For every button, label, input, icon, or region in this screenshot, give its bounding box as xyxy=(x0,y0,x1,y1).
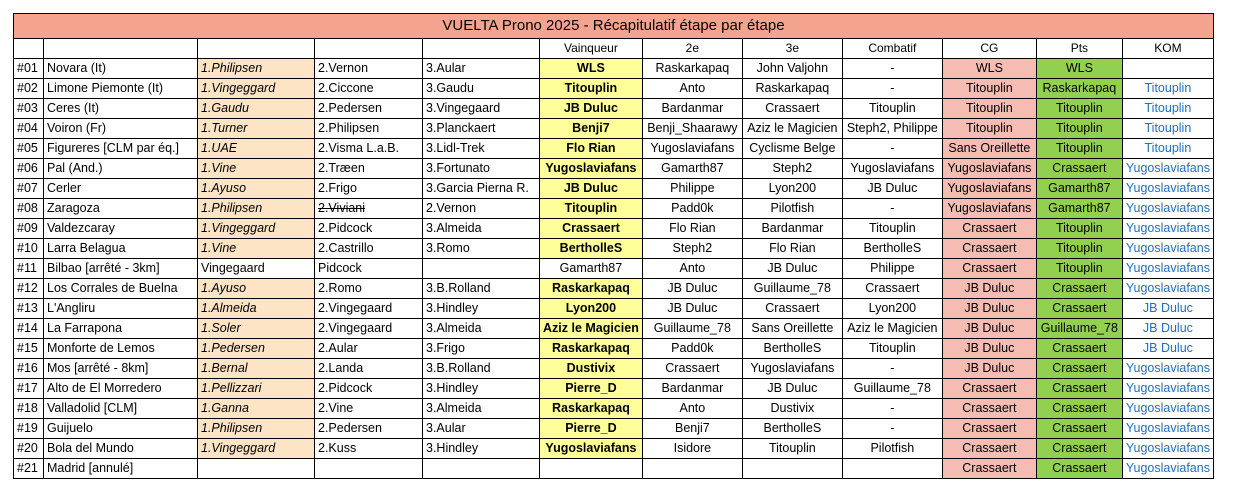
second-pick-cell[interactable]: Benji7 xyxy=(642,419,742,439)
cg-cell[interactable]: Yugoslaviafans xyxy=(942,159,1036,179)
winner-cell[interactable]: Raskarkapaq xyxy=(540,399,643,419)
third-place-cell[interactable]: 3.B.Rolland xyxy=(423,359,540,379)
winner-cell[interactable]: Aziz le Magicien xyxy=(540,319,643,339)
cg-cell[interactable]: WLS xyxy=(942,59,1036,79)
second-place-cell[interactable]: 2.Philipsen xyxy=(315,119,423,139)
third-place-cell[interactable]: 3.Almeida xyxy=(423,399,540,419)
stage-number-cell[interactable]: #05 xyxy=(14,139,44,159)
second-place-cell[interactable]: 2.Pedersen xyxy=(315,99,423,119)
stage-name-cell[interactable]: Bilbao [arrêté - 3km] xyxy=(44,259,198,279)
winner-cell[interactable]: Pierre_D xyxy=(540,419,643,439)
kom-cell[interactable]: Titouplin xyxy=(1122,79,1213,99)
cg-cell[interactable]: Sans Oreillette xyxy=(942,139,1036,159)
winner-cell[interactable]: Raskarkapaq xyxy=(540,279,643,299)
stage-name-cell[interactable]: Pal (And.) xyxy=(44,159,198,179)
header-2e[interactable]: 2e xyxy=(642,39,742,59)
stage-number-cell[interactable]: #11 xyxy=(14,259,44,279)
stage-number-cell[interactable]: #16 xyxy=(14,359,44,379)
kom-cell[interactable]: Yugoslaviafans xyxy=(1122,259,1213,279)
stage-number-cell[interactable]: #02 xyxy=(14,79,44,99)
kom-cell[interactable]: Yugoslaviafans xyxy=(1122,199,1213,219)
pts-cell[interactable]: Titouplin xyxy=(1036,99,1122,119)
combatif-cell[interactable]: Guillaume_78 xyxy=(842,379,942,399)
first-place-cell[interactable]: 1.Philipsen xyxy=(198,199,315,219)
first-place-cell[interactable]: Vingegaard xyxy=(198,259,315,279)
stage-name-cell[interactable]: Monforte de Lemos xyxy=(44,339,198,359)
third-place-cell[interactable]: 2.Vernon xyxy=(423,199,540,219)
first-place-cell[interactable] xyxy=(198,459,315,479)
combatif-cell[interactable]: Yugoslaviafans xyxy=(842,159,942,179)
second-place-cell[interactable]: 2.Viviani xyxy=(315,199,423,219)
second-pick-cell[interactable]: Steph2 xyxy=(642,239,742,259)
second-pick-cell[interactable]: Bardanmar xyxy=(642,99,742,119)
kom-cell[interactable]: Yugoslaviafans xyxy=(1122,399,1213,419)
cg-cell[interactable]: Crassaert xyxy=(942,379,1036,399)
stage-number-cell[interactable]: #20 xyxy=(14,439,44,459)
second-pick-cell[interactable]: JB Duluc xyxy=(642,279,742,299)
pts-cell[interactable]: Crassaert xyxy=(1036,299,1122,319)
stage-number-cell[interactable]: #13 xyxy=(14,299,44,319)
stage-name-cell[interactable]: Madrid [annulé] xyxy=(44,459,198,479)
winner-cell[interactable]: Titouplin xyxy=(540,79,643,99)
pts-cell[interactable]: Crassaert xyxy=(1036,399,1122,419)
cg-cell[interactable]: Yugoslaviafans xyxy=(942,179,1036,199)
stage-name-cell[interactable]: Figureres [CLM par éq.] xyxy=(44,139,198,159)
second-pick-cell[interactable]: Crassaert xyxy=(642,359,742,379)
kom-cell[interactable]: Yugoslaviafans xyxy=(1122,359,1213,379)
combatif-cell[interactable]: - xyxy=(842,139,942,159)
winner-cell[interactable]: Flo Rian xyxy=(540,139,643,159)
table-row xyxy=(14,299,1214,319)
second-pick-cell[interactable]: Gamarth87 xyxy=(642,159,742,179)
third-pick-cell[interactable]: Guillaume_78 xyxy=(742,279,842,299)
third-pick-cell[interactable]: Bardanmar xyxy=(742,219,842,239)
stage-number-cell[interactable]: #01 xyxy=(14,59,44,79)
header-cell[interactable] xyxy=(423,39,540,59)
header-cell[interactable] xyxy=(315,39,423,59)
table-row xyxy=(14,119,1214,139)
kom-cell[interactable]: Yugoslaviafans xyxy=(1122,159,1213,179)
table-row xyxy=(14,239,1214,259)
table-row xyxy=(14,259,1214,279)
combatif-cell[interactable]: Philippe xyxy=(842,259,942,279)
kom-cell[interactable]: Yugoslaviafans xyxy=(1122,379,1213,399)
stage-name-cell[interactable]: Bola del Mundo xyxy=(44,439,198,459)
pts-cell[interactable]: Titouplin xyxy=(1036,219,1122,239)
cg-cell[interactable]: JB Duluc xyxy=(942,299,1036,319)
stage-number-cell[interactable]: #03 xyxy=(14,99,44,119)
table-row xyxy=(14,79,1214,99)
table-row xyxy=(14,459,1214,479)
third-place-cell[interactable]: 3.Vingegaard xyxy=(423,99,540,119)
stage-number-cell[interactable]: #17 xyxy=(14,379,44,399)
kom-cell[interactable]: Titouplin xyxy=(1122,99,1213,119)
second-pick-cell[interactable]: Anto xyxy=(642,79,742,99)
second-place-cell[interactable]: 2.Vernon xyxy=(315,59,423,79)
pts-cell[interactable]: Crassaert xyxy=(1036,359,1122,379)
kom-cell[interactable]: JB Duluc xyxy=(1122,319,1213,339)
stage-summary-table xyxy=(13,13,1214,479)
third-place-cell[interactable]: 3.Hindley xyxy=(423,439,540,459)
table-row xyxy=(14,319,1214,339)
cg-cell[interactable]: Titouplin xyxy=(942,119,1036,139)
second-pick-cell[interactable]: Raskarkapaq xyxy=(642,59,742,79)
cg-cell[interactable]: JB Duluc xyxy=(942,319,1036,339)
combatif-cell[interactable]: - xyxy=(842,59,942,79)
cg-cell[interactable]: Crassaert xyxy=(942,399,1036,419)
second-pick-cell[interactable]: Padd0k xyxy=(642,339,742,359)
third-place-cell[interactable]: 3.Aular xyxy=(423,419,540,439)
pts-cell[interactable]: Titouplin xyxy=(1036,259,1122,279)
winner-cell[interactable]: Pierre_D xyxy=(540,379,643,399)
second-pick-cell[interactable]: Philippe xyxy=(642,179,742,199)
third-pick-cell[interactable] xyxy=(742,459,842,479)
pts-cell[interactable]: Crassaert xyxy=(1036,419,1122,439)
header-cell[interactable] xyxy=(44,39,198,59)
second-pick-cell[interactable]: Anto xyxy=(642,399,742,419)
first-place-cell[interactable]: 1.Pedersen xyxy=(198,339,315,359)
second-pick-cell[interactable]: Anto xyxy=(642,259,742,279)
kom-cell[interactable]: Yugoslaviafans xyxy=(1122,439,1213,459)
stage-number-cell[interactable]: #09 xyxy=(14,219,44,239)
winner-cell[interactable]: Gamarth87 xyxy=(540,259,643,279)
stage-number-cell[interactable]: #19 xyxy=(14,419,44,439)
table-row xyxy=(14,59,1214,79)
stage-name-cell[interactable]: L'Angliru xyxy=(44,299,198,319)
combatif-cell[interactable]: Titouplin xyxy=(842,219,942,239)
third-pick-cell[interactable]: Crassaert xyxy=(742,299,842,319)
stage-name-cell[interactable]: Voiron (Fr) xyxy=(44,119,198,139)
stage-name-cell[interactable]: Novara (It) xyxy=(44,59,198,79)
stage-number-cell[interactable]: #06 xyxy=(14,159,44,179)
stage-name-cell[interactable]: Valdezcaray xyxy=(44,219,198,239)
cg-cell[interactable]: JB Duluc xyxy=(942,359,1036,379)
stage-name-cell[interactable]: Cerler xyxy=(44,179,198,199)
table-row xyxy=(14,279,1214,299)
second-place-cell[interactable]: 2.Pedersen xyxy=(315,419,423,439)
second-place-cell[interactable]: 2.Romo xyxy=(315,279,423,299)
stage-name-cell[interactable]: Guijuelo xyxy=(44,419,198,439)
second-place-cell[interactable]: 2.Pidcock xyxy=(315,379,423,399)
table-row xyxy=(14,99,1214,119)
pts-cell[interactable]: Crassaert xyxy=(1036,379,1122,399)
cg-cell[interactable]: JB Duluc xyxy=(942,279,1036,299)
kom-cell[interactable]: JB Duluc xyxy=(1122,299,1213,319)
second-pick-cell[interactable]: JB Duluc xyxy=(642,299,742,319)
cg-cell[interactable]: Crassaert xyxy=(942,219,1036,239)
third-pick-cell[interactable]: Flo Rian xyxy=(742,239,842,259)
first-place-cell[interactable]: 1.Vine xyxy=(198,159,315,179)
combatif-cell[interactable]: Crassaert xyxy=(842,279,942,299)
second-place-cell[interactable]: 2.Vingegaard xyxy=(315,299,423,319)
kom-cell[interactable]: Yugoslaviafans xyxy=(1122,179,1213,199)
first-place-cell[interactable]: 1.Ganna xyxy=(198,399,315,419)
header-combatif[interactable]: Combatif xyxy=(842,39,942,59)
stage-name-cell[interactable]: Zaragoza xyxy=(44,199,198,219)
winner-cell[interactable]: Lyon200 xyxy=(540,299,643,319)
title-row xyxy=(14,14,1214,39)
third-place-cell[interactable]: 3.Garcia Pierna R. xyxy=(423,179,540,199)
third-pick-cell[interactable]: Raskarkapaq xyxy=(742,79,842,99)
stage-number-cell[interactable]: #08 xyxy=(14,199,44,219)
table-row xyxy=(14,359,1214,379)
pts-cell[interactable]: Titouplin xyxy=(1036,239,1122,259)
combatif-cell[interactable]: Aziz le Magicien xyxy=(842,319,942,339)
third-pick-cell[interactable]: BertholleS xyxy=(742,419,842,439)
first-place-cell[interactable]: 1.Soler xyxy=(198,319,315,339)
kom-cell[interactable]: Yugoslaviafans xyxy=(1122,239,1213,259)
stage-number-cell[interactable]: #15 xyxy=(14,339,44,359)
winner-cell[interactable]: Raskarkapaq xyxy=(540,339,643,359)
kom-cell[interactable]: Yugoslaviafans xyxy=(1122,279,1213,299)
stage-name-cell[interactable]: La Farrapona xyxy=(44,319,198,339)
stage-number-cell[interactable]: #10 xyxy=(14,239,44,259)
pts-cell[interactable]: Titouplin xyxy=(1036,139,1122,159)
first-place-cell[interactable]: 1.Almeida xyxy=(198,299,315,319)
header-3e[interactable]: 3e xyxy=(742,39,842,59)
third-pick-cell[interactable]: Steph2 xyxy=(742,159,842,179)
kom-cell[interactable] xyxy=(1122,59,1213,79)
first-place-cell[interactable]: 1.Vingeggard xyxy=(198,219,315,239)
third-pick-cell[interactable]: Titouplin xyxy=(742,439,842,459)
winner-cell[interactable] xyxy=(540,459,643,479)
stage-number-cell[interactable]: #04 xyxy=(14,119,44,139)
table-row xyxy=(14,439,1214,459)
table-row xyxy=(14,159,1214,179)
stage-name-cell[interactable]: Valladolid [CLM] xyxy=(44,399,198,419)
combatif-cell[interactable]: - xyxy=(842,399,942,419)
third-pick-cell[interactable]: Dustivix xyxy=(742,399,842,419)
second-pick-cell[interactable] xyxy=(642,459,742,479)
winner-cell[interactable]: Yugoslaviafans xyxy=(540,159,643,179)
header-pts[interactable]: Pts xyxy=(1036,39,1122,59)
header-cell[interactable] xyxy=(14,39,44,59)
first-place-cell[interactable]: 1.Ayuso xyxy=(198,279,315,299)
second-place-cell[interactable]: 2.Landa xyxy=(315,359,423,379)
third-pick-cell[interactable]: Aziz le Magicien xyxy=(742,119,842,139)
stage-name-cell[interactable]: Alto de El Morredero xyxy=(44,379,198,399)
pts-cell[interactable]: Crassaert xyxy=(1036,339,1122,359)
third-place-cell[interactable]: 3.Planckaert xyxy=(423,119,540,139)
combatif-cell[interactable]: Lyon200 xyxy=(842,299,942,319)
second-place-cell[interactable]: 2.Frigo xyxy=(315,179,423,199)
cg-cell[interactable]: Crassaert xyxy=(942,259,1036,279)
first-place-cell[interactable]: 1.Turner xyxy=(198,119,315,139)
header-cell[interactable] xyxy=(198,39,315,59)
pts-cell[interactable]: Crassaert xyxy=(1036,159,1122,179)
third-place-cell[interactable]: 3.Fortunato xyxy=(423,159,540,179)
cg-cell[interactable]: Crassaert xyxy=(942,459,1036,479)
stage-number-cell[interactable]: #18 xyxy=(14,399,44,419)
third-place-cell[interactable]: 3.Gaudu xyxy=(423,79,540,99)
header-row xyxy=(14,39,1214,59)
first-place-cell[interactable]: 1.Vingeggard xyxy=(198,79,315,99)
kom-cell[interactable]: Yugoslaviafans xyxy=(1122,459,1213,479)
cg-cell[interactable]: Titouplin xyxy=(942,99,1036,119)
third-place-cell[interactable]: 3.Almeida xyxy=(423,219,540,239)
header-vainqueur[interactable]: Vainqueur xyxy=(540,39,643,59)
pts-cell[interactable]: Raskarkapaq xyxy=(1036,79,1122,99)
second-place-cell[interactable]: 2.Vingegaard xyxy=(315,319,423,339)
second-place-cell[interactable]: 2.Aular xyxy=(315,339,423,359)
third-place-cell[interactable]: 3.Aular xyxy=(423,59,540,79)
pts-cell[interactable]: Guillaume_78 xyxy=(1036,319,1122,339)
second-pick-cell[interactable]: Bardanmar xyxy=(642,379,742,399)
header-cg[interactable]: CG xyxy=(942,39,1036,59)
winner-cell[interactable]: JB Duluc xyxy=(540,179,643,199)
third-pick-cell[interactable]: Pilotfish xyxy=(742,199,842,219)
table-row xyxy=(14,339,1214,359)
second-place-cell[interactable]: 2.Kuss xyxy=(315,439,423,459)
second-place-cell[interactable] xyxy=(315,459,423,479)
winner-cell[interactable]: Crassaert xyxy=(540,219,643,239)
second-pick-cell[interactable]: Benji_Shaarawy xyxy=(642,119,742,139)
cg-cell[interactable]: Crassaert xyxy=(942,239,1036,259)
third-pick-cell[interactable]: Yugoslaviafans xyxy=(742,359,842,379)
combatif-cell[interactable]: Titouplin xyxy=(842,99,942,119)
third-pick-cell[interactable]: Sans Oreillette xyxy=(742,319,842,339)
combatif-cell[interactable]: Titouplin xyxy=(842,339,942,359)
sheet-title[interactable]: VUELTA Prono 2025 - Récapitulatif étape par étape xyxy=(14,14,1214,39)
third-pick-cell[interactable]: JB Duluc xyxy=(742,259,842,279)
second-place-cell[interactable]: 2.Ciccone xyxy=(315,79,423,99)
third-place-cell[interactable]: 3.Hindley xyxy=(423,299,540,319)
table-row xyxy=(14,399,1214,419)
winner-cell[interactable]: JB Duluc xyxy=(540,99,643,119)
second-place-cell[interactable]: 2.Pidcock xyxy=(315,219,423,239)
table-row xyxy=(14,199,1214,219)
third-pick-cell[interactable]: Lyon200 xyxy=(742,179,842,199)
first-place-cell[interactable]: 1.Pellizzari xyxy=(198,379,315,399)
second-pick-cell[interactable]: Flo Rian xyxy=(642,219,742,239)
winner-cell[interactable]: Benji7 xyxy=(540,119,643,139)
first-place-cell[interactable]: 1.Philipsen xyxy=(198,419,315,439)
third-place-cell[interactable]: 3.B.Rolland xyxy=(423,279,540,299)
stage-name-cell[interactable]: Ceres (It) xyxy=(44,99,198,119)
second-place-cell[interactable]: 2.Castrillo xyxy=(315,239,423,259)
combatif-cell[interactable]: Pilotfish xyxy=(842,439,942,459)
kom-cell[interactable]: Titouplin xyxy=(1122,119,1213,139)
combatif-cell[interactable]: - xyxy=(842,79,942,99)
winner-cell[interactable]: Titouplin xyxy=(540,199,643,219)
cg-cell[interactable]: Titouplin xyxy=(942,79,1036,99)
stage-name-cell[interactable]: Limone Piemonte (It) xyxy=(44,79,198,99)
winner-cell[interactable]: BertholleS xyxy=(540,239,643,259)
stage-name-cell[interactable]: Mos [arrêté - 8km] xyxy=(44,359,198,379)
third-pick-cell[interactable]: Cyclisme Belge xyxy=(742,139,842,159)
first-place-cell[interactable]: 1.Ayuso xyxy=(198,179,315,199)
third-pick-cell[interactable]: Crassaert xyxy=(742,99,842,119)
winner-cell[interactable]: WLS xyxy=(540,59,643,79)
pts-cell[interactable]: Crassaert xyxy=(1036,459,1122,479)
second-pick-cell[interactable]: Guillaume_78 xyxy=(642,319,742,339)
pts-cell[interactable]: Crassaert xyxy=(1036,279,1122,299)
table-row xyxy=(14,419,1214,439)
pts-cell[interactable]: Titouplin xyxy=(1036,119,1122,139)
third-pick-cell[interactable]: JB Duluc xyxy=(742,379,842,399)
first-place-cell[interactable]: 1.UAE xyxy=(198,139,315,159)
cg-cell[interactable]: JB Duluc xyxy=(942,339,1036,359)
kom-cell[interactable]: Yugoslaviafans xyxy=(1122,219,1213,239)
cg-cell[interactable]: Yugoslaviafans xyxy=(942,199,1036,219)
stage-number-cell[interactable]: #14 xyxy=(14,319,44,339)
combatif-cell[interactable]: - xyxy=(842,419,942,439)
first-place-cell[interactable]: 1.Vine xyxy=(198,239,315,259)
second-place-cell[interactable]: 2.Vine xyxy=(315,399,423,419)
pts-cell[interactable]: Crassaert xyxy=(1036,439,1122,459)
second-pick-cell[interactable]: Isidore xyxy=(642,439,742,459)
third-place-cell[interactable]: 3.Lidl-Trek xyxy=(423,139,540,159)
first-place-cell[interactable]: 1.Philipsen xyxy=(198,59,315,79)
table-row xyxy=(14,179,1214,199)
combatif-cell[interactable] xyxy=(842,459,942,479)
combatif-cell[interactable]: JB Duluc xyxy=(842,179,942,199)
stage-number-cell[interactable]: #07 xyxy=(14,179,44,199)
stage-name-cell[interactable]: Los Corrales de Buelna xyxy=(44,279,198,299)
stage-name-cell[interactable]: Larra Belagua xyxy=(44,239,198,259)
third-place-cell[interactable] xyxy=(423,459,540,479)
cg-cell[interactable]: Crassaert xyxy=(942,419,1036,439)
second-place-cell[interactable]: 2.Træen xyxy=(315,159,423,179)
third-place-cell[interactable]: 3.Frigo xyxy=(423,339,540,359)
third-place-cell[interactable]: 3.Romo xyxy=(423,239,540,259)
table-row xyxy=(14,219,1214,239)
third-place-cell[interactable]: 3.Hindley xyxy=(423,379,540,399)
table-row xyxy=(14,379,1214,399)
combatif-cell[interactable]: Steph2, Philippe xyxy=(842,119,942,139)
first-place-cell[interactable]: 1.Vingeggard xyxy=(198,439,315,459)
first-place-cell[interactable]: 1.Gaudu xyxy=(198,99,315,119)
table-row xyxy=(14,139,1214,159)
third-place-cell[interactable] xyxy=(423,259,540,279)
winner-cell[interactable]: Yugoslaviafans xyxy=(540,439,643,459)
stage-number-cell[interactable]: #21 xyxy=(14,459,44,479)
third-pick-cell[interactable]: John Valjohn xyxy=(742,59,842,79)
combatif-cell[interactable]: BertholleS xyxy=(842,239,942,259)
kom-cell[interactable]: JB Duluc xyxy=(1122,339,1213,359)
pts-cell[interactable]: Gamarth87 xyxy=(1036,179,1122,199)
combatif-cell[interactable]: - xyxy=(842,359,942,379)
second-pick-cell[interactable]: Yugoslaviafans xyxy=(642,139,742,159)
pts-cell[interactable]: Gamarth87 xyxy=(1036,199,1122,219)
combatif-cell[interactable]: - xyxy=(842,199,942,219)
second-place-cell[interactable]: 2.Visma L.a.B. xyxy=(315,139,423,159)
kom-cell[interactable]: Titouplin xyxy=(1122,139,1213,159)
third-pick-cell[interactable]: BertholleS xyxy=(742,339,842,359)
cg-cell[interactable]: Crassaert xyxy=(942,439,1036,459)
pts-cell[interactable]: WLS xyxy=(1036,59,1122,79)
second-place-cell[interactable]: Pidcock xyxy=(315,259,423,279)
third-place-cell[interactable]: 3.Almeida xyxy=(423,319,540,339)
header-kom[interactable]: KOM xyxy=(1122,39,1213,59)
stage-number-cell[interactable]: #12 xyxy=(14,279,44,299)
winner-cell[interactable]: Dustivix xyxy=(540,359,643,379)
first-place-cell[interactable]: 1.Bernal xyxy=(198,359,315,379)
second-pick-cell[interactable]: Padd0k xyxy=(642,199,742,219)
kom-cell[interactable]: Yugoslaviafans xyxy=(1122,419,1213,439)
